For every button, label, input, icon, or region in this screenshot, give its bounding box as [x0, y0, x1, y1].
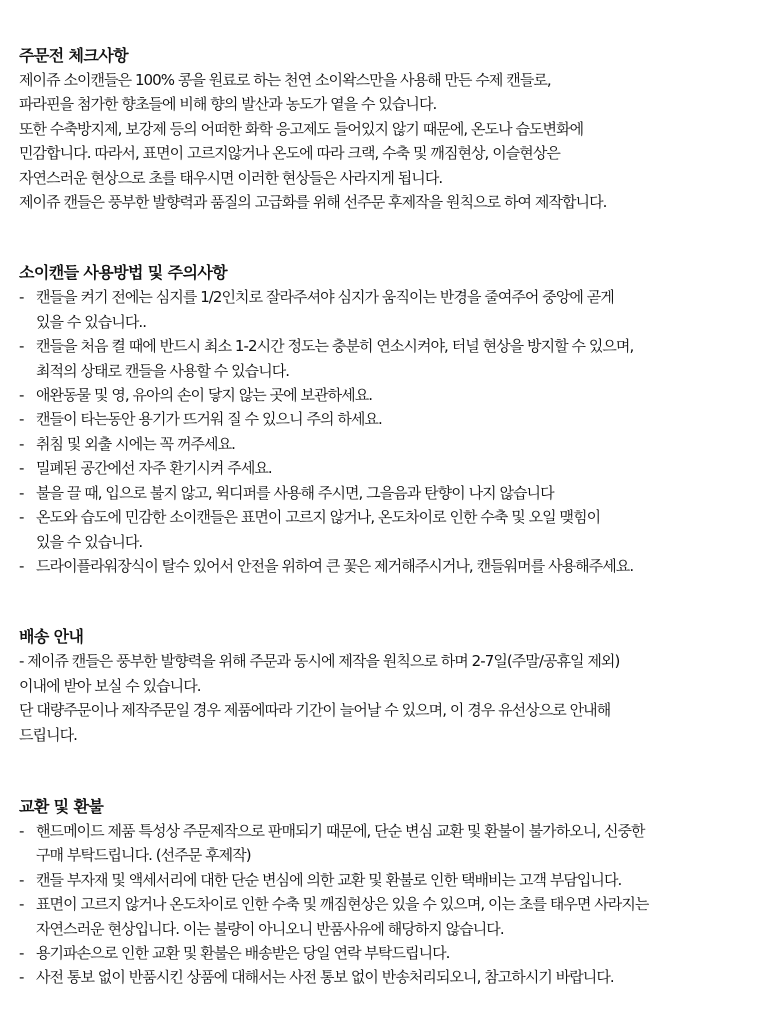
usage-item	[19, 383, 749, 407]
usage-section	[19, 261, 749, 578]
usage-item-text: 있을 수 있습니다..	[36, 312, 147, 331]
exchange-item	[19, 868, 749, 892]
usage-item	[19, 407, 749, 431]
usage-item-text: 캔들을 처음 켤 때에 반드시 최소 1-2시간 정도는 충분히 연소시켜야, 터널 현상을 방지할 수 있으며,	[36, 337, 634, 356]
bullet-dash: -	[19, 895, 24, 914]
shipping-line: 드립니다.	[19, 725, 77, 744]
exchange-item-text: 캔들 부자재 및 액세서리에 대한 단순 변심에 의한 교환 및 환불로 인한 택배비는 고객 부담입니다.	[36, 870, 622, 889]
exchange-item-text: 구매 부탁드립니다. (선주문 후제작)	[36, 846, 251, 865]
shipping-section	[19, 625, 749, 747]
usage-item-text: 최적의 상태로 캔들을 사용할 수 있습니다.	[36, 361, 290, 380]
bullet-dash: -	[19, 483, 24, 502]
usage-item	[19, 285, 749, 334]
exchange-item	[19, 941, 749, 965]
exchange-section	[19, 795, 749, 990]
checklist-line: 제이쥬 캔들은 풍부한 발향력과 품질의 고급화를 위해 선주문 후제작을 원칙으로 하여 제작합니다.	[19, 193, 607, 212]
usage-title: 소이캔들 사용방법 및 주의사항	[19, 263, 228, 283]
bullet-dash: -	[19, 410, 24, 429]
bullet-dash: -	[19, 288, 24, 307]
bullet-dash: -	[19, 968, 24, 987]
bullet-dash: -	[19, 508, 24, 527]
shipping-line: 이내에 받아 보실 수 있습니다.	[19, 676, 201, 695]
bullet-dash: -	[19, 870, 24, 889]
exchange-item	[19, 892, 749, 941]
usage-item-text: 온도와 습도에 민감한 소이캔들은 표면이 고르지 않거나, 온도차이로 인한 수축 및 오일 맺힘이	[36, 508, 601, 527]
shipping-line: - 제이쥬 캔들은 풍부한 발향력을 위해 주문과 동시에 제작을 원칙으로 하며 2-7일(주말/공휴일 제외)	[19, 652, 620, 671]
bullet-dash: -	[19, 821, 24, 840]
exchange-item-text: 핸드메이드 제품 특성상 주문제작으로 판매되기 때문에, 단순 변심 교환 및 환불이 불가하오니, 신중한	[36, 821, 645, 840]
usage-item-text: 캔들이 타는동안 용기가 뜨거워 질 수 있으니 주의 하세요.	[36, 410, 382, 429]
usage-item-text: 취침 및 외출 시에는 꼭 꺼주세요.	[36, 434, 235, 453]
bullet-dash: -	[19, 459, 24, 478]
checklist-title: 주문전 체크사항	[19, 46, 128, 65]
shipping-line: 단 대량주문이나 제작주문일 경우 제품에따라 기간이 늘어날 수 있으며, 이 경우 유선상으로 안내해	[19, 701, 611, 720]
usage-item-text: 있을 수 있습니다.	[36, 532, 143, 551]
checklist-line: 민감합니다. 따라서, 표면이 고르지않거나 온도에 따라 크랙, 수축 및 깨짐현상, 이슬현상은	[19, 144, 560, 163]
usage-item	[19, 432, 749, 456]
usage-item-text: 캔들을 켜기 전에는 심지를 1/2인치로 잘라주셔야 심지가 움직이는 반경을 줄여주어 중앙에 곧게	[36, 288, 614, 307]
bullet-dash: -	[19, 386, 24, 405]
bullet-dash: -	[19, 434, 24, 453]
exchange-item	[19, 819, 749, 868]
usage-item-text: 애완동물 및 영, 유아의 손이 닿지 않는 곳에 보관하세요.	[36, 386, 373, 405]
exchange-item-text: 용기파손으로 인한 교환 및 환불은 배송받은 당일 연락 부탁드립니다.	[36, 943, 450, 962]
bullet-dash: -	[19, 556, 24, 575]
checklist-line: 자연스러운 현상으로 초를 태우시면 이러한 현상들은 사라지게 됩니다.	[19, 168, 443, 187]
shipping-title: 배송 안내	[19, 627, 84, 647]
bullet-dash: -	[19, 337, 24, 356]
notice-document	[19, 44, 749, 990]
checklist-section	[19, 44, 749, 214]
exchange-item-text: 표면이 고르지 않거나 온도차이로 인한 수축 및 깨짐현상은 있을 수 있으며, 이는 초를 태우면 사라지는	[36, 895, 649, 914]
checklist-line: 제이쥬 소이캔들은 100% 콩을 원료로 하는 천연 소이왁스만을 사용해 만든 수제 캔들로,	[19, 71, 551, 89]
usage-item-text: 불을 끌 때, 입으로 불지 않고, 윅디퍼를 사용해 주시면, 그을음과 탄향이 나지 않습니다	[36, 483, 554, 502]
exchange-item	[19, 965, 749, 989]
usage-item	[19, 334, 749, 383]
checklist-line: 또한 수축방지제, 보강제 등의 어떠한 화학 응고제도 들어있지 않기 때문에, 온도나 습도변화에	[19, 119, 584, 138]
exchange-item-text: 사전 통보 없이 반품시킨 상품에 대해서는 사전 통보 없이 반송처리되오니, 참고하시기 바랍니다.	[36, 968, 614, 987]
usage-item	[19, 554, 749, 578]
usage-item-text: 밀폐된 공간에선 자주 환기시켜 주세요.	[36, 459, 272, 478]
usage-item	[19, 456, 749, 480]
checklist-line: 파라핀을 첨가한 향초들에 비해 향의 발산과 농도가 옅을 수 있습니다.	[19, 95, 437, 114]
usage-item	[19, 481, 749, 505]
exchange-item-text: 자연스러운 현상입니다. 이는 불량이 아니오니 반품사유에 해당하지 않습니다.	[36, 919, 504, 938]
usage-item-text: 드라이플라워장식이 탈수 있어서 안전을 위하여 큰 꽃은 제거해주시거나, 캔들워머를 사용해주세요.	[36, 556, 634, 575]
bullet-dash: -	[19, 943, 24, 962]
exchange-title: 교환 및 환불	[19, 796, 104, 816]
usage-item	[19, 505, 749, 554]
